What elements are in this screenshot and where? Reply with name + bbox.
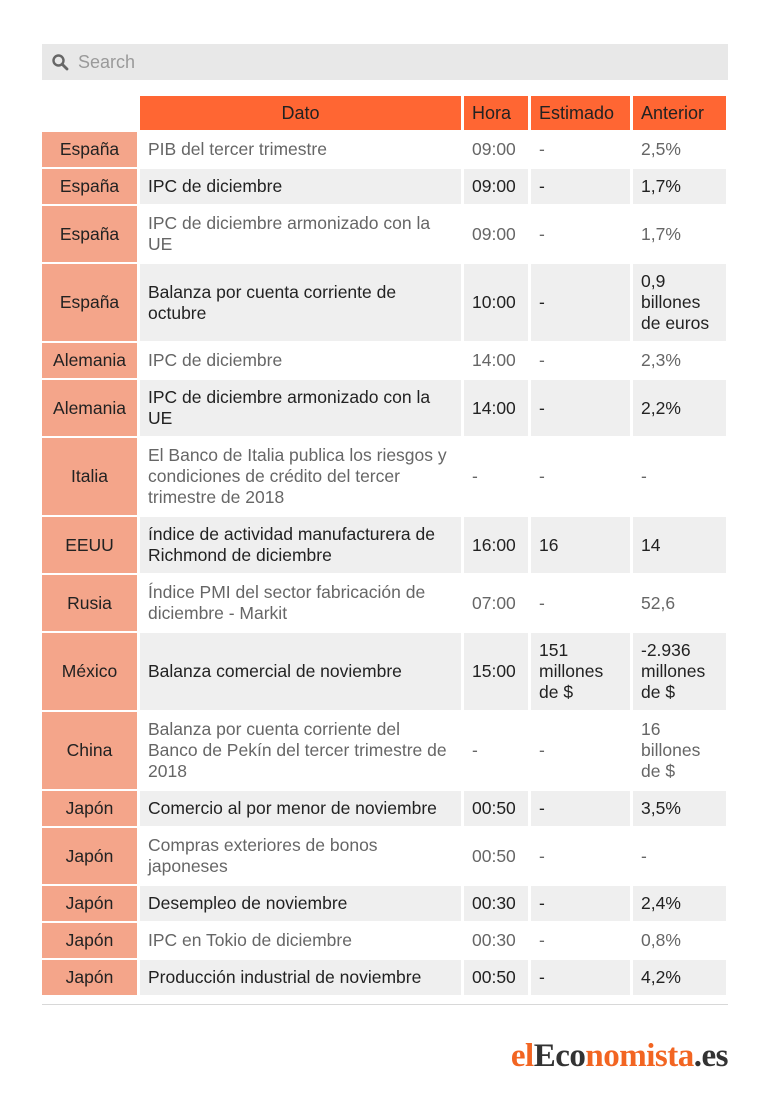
table-row — [42, 169, 726, 204]
dato-cell: Producción industrial de noviembre — [137, 960, 461, 995]
table-row — [42, 206, 726, 262]
anterior-cell: 16 billones de $ — [630, 712, 726, 789]
estimado-cell: 151 millones de $ — [528, 633, 630, 710]
anterior-cell: 2,2% — [630, 380, 726, 436]
logo-part-nomista: nomista — [585, 1038, 694, 1074]
estimado-cell: - — [528, 206, 630, 262]
anterior-cell: 2,4% — [630, 886, 726, 921]
logo-part-eco: Eco — [533, 1038, 586, 1074]
hora-cell: 14:00 — [461, 343, 528, 378]
dato-cell: IPC de diciembre armonizado con la UE — [137, 206, 461, 262]
estimado-cell: - — [528, 828, 630, 884]
country-cell: Japón — [42, 828, 137, 884]
eleconomista-logo — [511, 1038, 728, 1075]
country-cell: Italia — [42, 438, 137, 515]
table-row — [42, 791, 726, 826]
table-row — [42, 438, 726, 515]
estimado-cell: - — [528, 712, 630, 789]
estimado-cell: 16 — [528, 517, 630, 573]
hora-cell: 07:00 — [461, 575, 528, 631]
logo-part-es: .es — [693, 1038, 728, 1074]
hora-cell: 00:30 — [461, 886, 528, 921]
header-estimado[interactable]: Estimado — [528, 96, 630, 130]
table-row — [42, 264, 726, 341]
header-dato[interactable]: Dato — [137, 96, 461, 130]
dato-cell: Comercio al por menor de noviembre — [137, 791, 461, 826]
country-cell: Japón — [42, 960, 137, 995]
hora-cell: 09:00 — [461, 169, 528, 204]
table-row — [42, 712, 726, 789]
header-anterior[interactable]: Anterior — [630, 96, 726, 130]
country-cell: China — [42, 712, 137, 789]
estimado-cell: - — [528, 575, 630, 631]
hora-cell: 16:00 — [461, 517, 528, 573]
estimado-cell: - — [528, 960, 630, 995]
anterior-cell: 1,7% — [630, 169, 726, 204]
anterior-cell: - — [630, 828, 726, 884]
footer-divider — [42, 1004, 728, 1005]
estimado-cell: - — [528, 380, 630, 436]
dato-cell: IPC de diciembre — [137, 169, 461, 204]
header-country — [42, 96, 137, 130]
country-cell: Alemania — [42, 380, 137, 436]
country-cell: España — [42, 169, 137, 204]
search-bar — [42, 44, 728, 80]
estimado-cell: - — [528, 438, 630, 515]
estimado-cell: - — [528, 343, 630, 378]
anterior-cell: 2,5% — [630, 132, 726, 167]
dato-cell: Desempleo de noviembre — [137, 886, 461, 921]
dato-cell: Balanza por cuenta corriente del Banco de Pekín del tercer trimestre de 2018 — [137, 712, 461, 789]
table-row — [42, 886, 726, 921]
table-row — [42, 132, 726, 167]
table-row — [42, 923, 726, 958]
hora-cell: 15:00 — [461, 633, 528, 710]
dato-cell: Compras exteriores de bonos japoneses — [137, 828, 461, 884]
table-header-row — [42, 96, 726, 130]
country-cell: Japón — [42, 923, 137, 958]
hora-cell: 00:50 — [461, 960, 528, 995]
anterior-cell: -2.936 millones de $ — [630, 633, 726, 710]
country-cell: EEUU — [42, 517, 137, 573]
hora-cell: 10:00 — [461, 264, 528, 341]
table-row — [42, 960, 726, 995]
table-row — [42, 517, 726, 573]
dato-cell: El Banco de Italia publica los riesgos y condiciones de crédito del tercer trimestre de 2018 — [137, 438, 461, 515]
country-cell: Japón — [42, 791, 137, 826]
estimado-cell: - — [528, 886, 630, 921]
economic-calendar-table — [42, 94, 726, 997]
country-cell: México — [42, 633, 137, 710]
estimado-cell: - — [528, 923, 630, 958]
search-input[interactable] — [78, 44, 708, 80]
table-row — [42, 828, 726, 884]
estimado-cell: - — [528, 791, 630, 826]
country-cell: España — [42, 264, 137, 341]
anterior-cell: 4,2% — [630, 960, 726, 995]
table-row — [42, 380, 726, 436]
hora-cell: 09:00 — [461, 206, 528, 262]
country-cell: Rusia — [42, 575, 137, 631]
dato-cell: Índice PMI del sector fabricación de diciembre - Markit — [137, 575, 461, 631]
hora-cell: 09:00 — [461, 132, 528, 167]
table-row — [42, 633, 726, 710]
logo-part-el: el — [510, 1038, 534, 1074]
header-hora[interactable]: Hora — [461, 96, 528, 130]
country-cell: España — [42, 132, 137, 167]
dato-cell: IPC de diciembre — [137, 343, 461, 378]
country-cell: Japón — [42, 886, 137, 921]
country-cell: Alemania — [42, 343, 137, 378]
anterior-cell: 0,9 billones de euros — [630, 264, 726, 341]
dato-cell: Balanza comercial de noviembre — [137, 633, 461, 710]
estimado-cell: - — [528, 169, 630, 204]
anterior-cell: 1,7% — [630, 206, 726, 262]
hora-cell: 00:30 — [461, 923, 528, 958]
estimado-cell: - — [528, 264, 630, 341]
table-row — [42, 343, 726, 378]
anterior-cell: 52,6 — [630, 575, 726, 631]
hora-cell: - — [461, 712, 528, 789]
hora-cell: - — [461, 438, 528, 515]
anterior-cell: 2,3% — [630, 343, 726, 378]
hora-cell: 00:50 — [461, 791, 528, 826]
anterior-cell: 14 — [630, 517, 726, 573]
estimado-cell: - — [528, 132, 630, 167]
anterior-cell: 0,8% — [630, 923, 726, 958]
hora-cell: 14:00 — [461, 380, 528, 436]
dato-cell: Balanza por cuenta corriente de octubre — [137, 264, 461, 341]
dato-cell: PIB del tercer trimestre — [137, 132, 461, 167]
dato-cell: IPC de diciembre armonizado con la UE — [137, 380, 461, 436]
search-icon — [42, 44, 78, 80]
table-row — [42, 575, 726, 631]
dato-cell: IPC en Tokio de diciembre — [137, 923, 461, 958]
hora-cell: 00:50 — [461, 828, 528, 884]
country-cell: España — [42, 206, 137, 262]
anterior-cell: - — [630, 438, 726, 515]
anterior-cell: 3,5% — [630, 791, 726, 826]
dato-cell: índice de actividad manufacturera de Richmond de diciembre — [137, 517, 461, 573]
table-body — [42, 132, 726, 995]
